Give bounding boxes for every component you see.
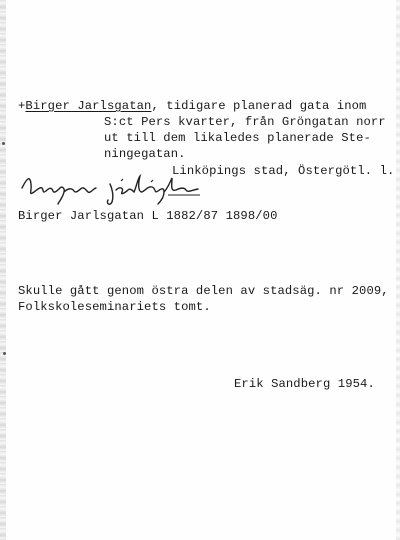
heading-line	[18, 99, 366, 113]
heading-rest: , tidigare planerad gata inom	[151, 99, 367, 113]
description-line-2: S:ct Pers kvarter, från Gröngatan norr	[104, 115, 386, 129]
signature-line: Erik Sandberg 1954.	[234, 377, 375, 391]
handwritten-name	[18, 170, 218, 206]
heading-prefix: +	[18, 99, 26, 113]
scan-edge-right	[396, 0, 400, 540]
note-line-1: Skulle gått genom östra delen av stadsäg. nr 2009,	[18, 284, 389, 298]
reference-line: Birger Jarlsgatan L 1882/87 1898/00	[18, 209, 278, 223]
note-line-2: Folkskoleseminariets tomt.	[18, 300, 211, 314]
scan-speck	[2, 142, 5, 145]
description-line-3: ut till dem likaledes planerade Ste-	[104, 131, 371, 145]
scan-speck	[3, 352, 6, 355]
location-line: Linköpings stad, Östergötl. l.	[172, 164, 395, 178]
scan-edge-left	[0, 0, 6, 540]
description-line-4: ningegatan.	[104, 147, 186, 161]
handwritten-name-text: birger jarlsgata	[18, 170, 28, 171]
street-name-heading: Birger Jarlsgatan	[25, 99, 152, 113]
